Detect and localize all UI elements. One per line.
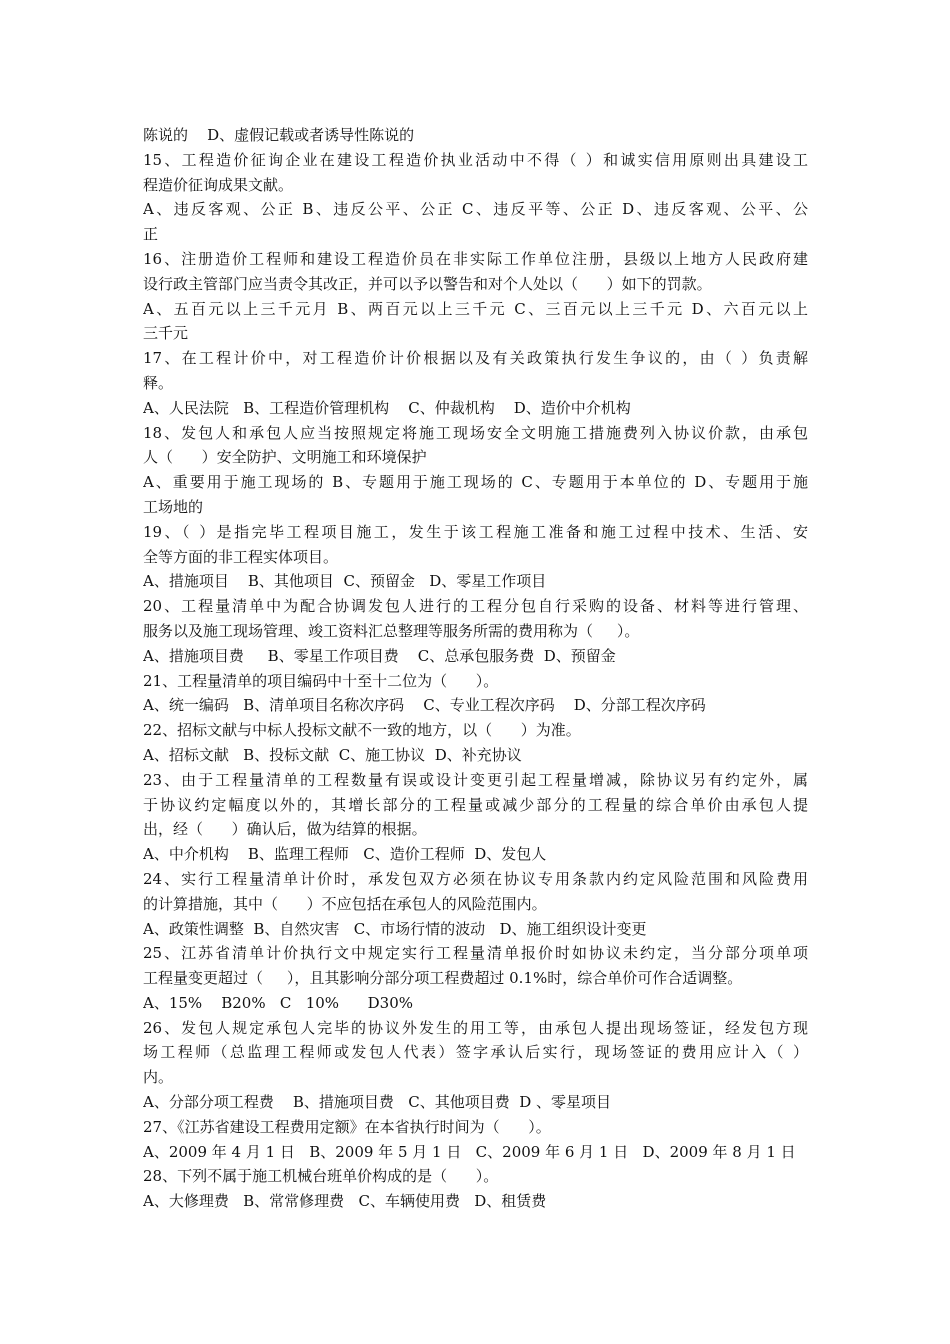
question-16-options-line-2: 三千元 (143, 324, 189, 343)
question-26-line-2: 场工程师（总监理工程师或发包人代表）签字承认后实行，现场签证的费用应计入（ ） (143, 1043, 808, 1062)
question-22-options: A、招标文献 B、投标文献 C、施工协议 D、补充协议 (143, 745, 522, 764)
question-24-line-2: 的计算措施，其中（ ）不应包括在承包人的风险范围内。 (143, 894, 547, 913)
question-18-line-1: 18、发包人和承包人应当按照规定将施工现场安全文明施工措施费列入协议价款，由承包 (143, 423, 808, 442)
question-23-options: A、中介机构 B、监理工程师 C、造价工程师 D、发包人 (143, 845, 547, 864)
question-16-line-2: 设行政主管部门应当责令其改正，并可以予以警告和对个人处以（ ）如下的罚款。 (143, 274, 712, 293)
question-19-line-1: 19、（ ）是指完毕工程项目施工，发生于该工程施工准备和施工过程中技术、生活、安 (143, 522, 808, 541)
question-17-line-1: 17、在工程计价中，对工程造价计价根据以及有关政策执行发生争议的，由（ ）负责解 (143, 349, 808, 368)
question-15-line-1: 15、工程造价征询企业在建设工程造价执业活动中不得（ ）和诚实信用原则出具建设工 (143, 150, 808, 169)
question-15-options-line-1: A、违反客观、公正 B、违反公平、公正 C、违反平等、公正 D、违反客观、公平、公 (143, 200, 808, 219)
question-15-line-2: 程造价征询成果文献。 (143, 175, 294, 194)
question-20-line-2: 服务以及施工现场管理、竣工资料汇总整理等服务所需的费用称为（ ）。 (143, 621, 640, 640)
question-27: 27、《江苏省建设工程费用定额》在本省执行时间为（ ）。 (143, 1117, 551, 1136)
question-23-line-2: 于协议约定幅度以外的，其增长部分的工程量或减少部分的工程量的综合单价由承包人提 (143, 795, 808, 814)
question-18-options-line-1: A、重要用于施工现场的 B、专题用于施工现场的 C、专题用于本单位的 D、专题用于施 (143, 473, 808, 492)
question-18-options-line-2: 工场地的 (143, 497, 204, 516)
question-22: 22、招标文献与中标人投标文献不一致的地方，以（ ）为准。 (143, 721, 581, 740)
question-16-line-1: 16、注册造价工程师和建设工程造价员在非实际工作单位注册，县级以上地方人民政府建 (143, 249, 808, 268)
question-18-line-2: 人（ ）安全防护、文明施工和环境保护 (143, 448, 427, 467)
document-page (143, 123, 808, 1214)
question-25-line-1: 25、江苏省清单计价执行文中规定实行工程量清单报价时如协议未约定，当分部分项单项 (143, 944, 808, 963)
text-line-continuation: 陈说的 D、虚假记载或者诱导性陈说的 (143, 126, 415, 144)
question-25-line-2: 工程量变更超过（ ），且其影响分部分项工程费超过 0.1%时，综合单价可作合适调整。 (143, 969, 743, 988)
question-21: 21、工程量清单的项目编码中十至十二位为（ ）。 (143, 671, 499, 690)
question-19-options: A、措施项目 B、其他项目 C、预留金 D、零星工作项目 (143, 572, 547, 591)
question-26-line-1: 26、发包人规定承包人完毕的协议外发生的用工等，由承包人提出现场签证，经发包方现 (143, 1018, 808, 1037)
question-23-line-3: 出，经（ ）确认后，做为结算的根据。 (143, 820, 427, 839)
question-28: 28、下列不属于施工机械台班单价构成的是（ ）。 (143, 1167, 499, 1186)
question-23-line-1: 23、由于工程量清单的工程数量有误或设计变更引起工程量增减，除协议另有约定外，属 (143, 770, 808, 789)
question-25-options: A、15% B20% C 10% D30% (143, 993, 414, 1012)
question-27-options: A、2009 年 4 月 1 日 B、2009 年 5 月 1 日 C、2009 年 6 月 1 日 D、2009 年 8 月 1 日 (143, 1142, 796, 1161)
question-17-line-2: 释。 (143, 373, 174, 392)
question-19-line-2: 全等方面的非工程实体项目。 (143, 547, 339, 566)
question-20-options: A、措施项目费 B、零星工作项目费 C、总承包服务费 D、预留金 (143, 646, 616, 665)
question-17-options: A、人民法院 B、工程造价管理机构 C、仲裁机构 D、造价中介机构 (143, 398, 631, 417)
question-26-line-3: 内。 (143, 1068, 174, 1087)
question-26-options: A、分部分项工程费 B、措施项目费 C、其他项目费 D 、零星项目 (143, 1093, 612, 1112)
question-15-options-line-2: 正 (143, 225, 159, 244)
question-20-line-1: 20、工程量清单中为配合协调发包人进行的工程分包自行采购的设备、材料等进行管理、 (143, 597, 808, 616)
question-24-line-1: 24、实行工程量清单计价时，承发包双方必须在协议专用条款内约定风险范围和风险费用 (143, 869, 808, 888)
question-21-options: A、统一编码 B、清单项目名称次序码 C、专业工程次序码 D、分部工程次序码 (143, 696, 706, 715)
question-28-options: A、大修理费 B、常常修理费 C、车辆使用费 D、租赁费 (143, 1192, 547, 1211)
question-16-options-line-1: A、五百元以上三千元月 B、两百元以上三千元 C、三百元以上三千元 D、六百元以上 (143, 299, 808, 318)
question-24-options: A、政策性调整 B、自然灾害 C、市场行情的波动 D、施工组织设计变更 (143, 919, 647, 938)
